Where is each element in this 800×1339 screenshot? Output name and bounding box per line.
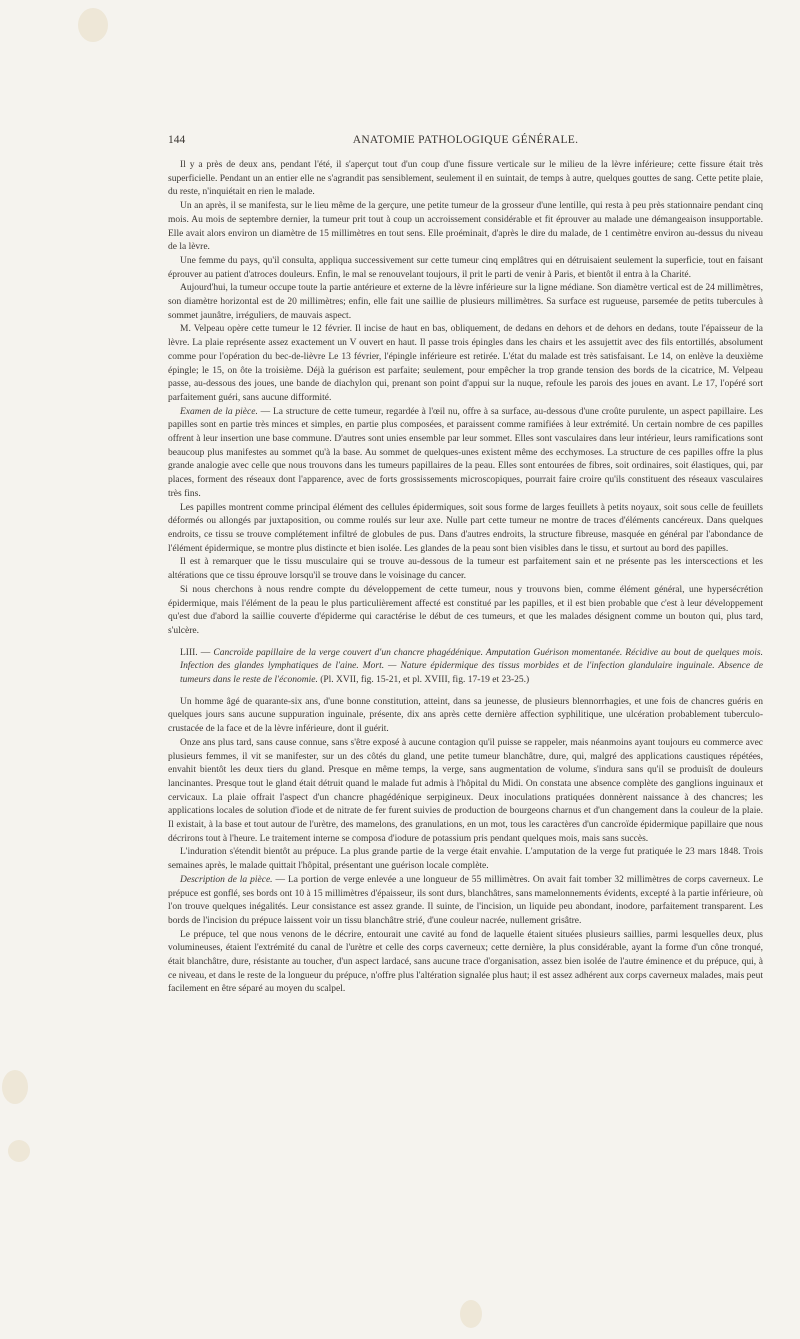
paragraph: Une femme du pays, qu'il consulta, appliqua successivement sur cette tumeur cinq emplâtres qui en détruisaient seulement la superficie, tout en faisant éprouver au patient d'atroces douleurs. Enfin, le mal se renouvelant toujours, il prit le parti de venir à Paris, et bientôt il entra à la Charité. bbox=[168, 255, 763, 280]
paragraph: Aujourd'hui, la tumeur occupe toute la partie antérieure et externe de la lèvre inférieure sur la ligne médiane. Son diamètre vertical est de 24 millimètres, son diamètre horizontal est de 20 millimètres; enfin, elle fait une saillie de plusieurs millimètres. Sa surface est rugueuse, parsemée de petits tubercules à sommet jaunâtre, irréguliers, de mauvais aspect. bbox=[168, 283, 763, 321]
paragraph: L'induration s'étendit bientôt au prépuce. La plus grande partie de la verge était envahie. L'amputation de la verge fut pratiquée le 23 mars 1848. Trois semaines après, le malade quittait l'hôpital, présentant une guérison locale complète. bbox=[168, 847, 763, 872]
paragraph-lead: Examen de la pièce. bbox=[180, 406, 258, 417]
paper-stain bbox=[8, 1140, 30, 1162]
page-header bbox=[168, 134, 763, 150]
book-page bbox=[168, 134, 763, 997]
body-text bbox=[168, 159, 763, 997]
paragraph: Description de la pièce. — La portion de verge enlevée a une longueur de 55 millimètres. On avait fait tomber 32 millimètres de corps caverneux. Le prépuce est gonflé, ses bords ont 10 à 15 millimètres d'épaisseur, ils sont durs, blanchâtres, sans mamelonnements évidents, excepté à la partie inférieure, où l'on trouve quelques inégalités. Leur consistance est assez grande. Il suinte, de l'incision, un liquide peu abondant, inodore, parfaitement transparent. Les bords de l'incision du prépuce laissent voir un tissu blanchâtre strié, d'une couleur nacrée, nullement grisâtre. bbox=[168, 874, 763, 926]
paragraph: Un homme âgé de quarante-six ans, d'une bonne constitution, atteint, dans sa jeunesse, de plusieurs blennorrhagies, et une fois de chancres guéris en quelques jours sans aucune suppuration inguinale, présente, dix ans après cette dernière affection syphilitique, une ulcération probablement tuberculo-crustacée de la face et de la lèvre inférieure, dont il guérit. bbox=[168, 696, 763, 735]
paragraph: Examen de la pièce. — La structure de cette tumeur, regardée à l'œil nu, offre à sa surface, au-dessous d'une croûte purulente, un aspect papillaire. Les papilles sont en partie très minces et simples, en partie plus composées, et paraissent comme ramifiées à leur extrémité. Un certain nombre de ces papilles offrent à leur insertion une base commune. D'autres sont unies ensemble par leur sommet. Elles sont vasculaires dans leur intérieur, leurs ramifications sont beaucoup plus manifestes au sommet qu'à la base. Au sommet de quelques-unes existent même des ecchymoses. La structure de ces papilles offre la plus grande analogie avec celle que nous trouvons dans les tumeurs papillaires de la peau. Elles sont entourées de fibres, soit ordinaires, soit élastiques, qui, par places, forment des réseaux dont l'apparence, avec de forts grossissements microscopiques, pourrait faire croire qu'ils constituent des réseaux vasculaires très fins. bbox=[168, 406, 763, 499]
paper-stain bbox=[78, 8, 108, 42]
paper-stain bbox=[2, 1070, 28, 1104]
case-title: Cancroïde papillaire de la verge couvert d'un chancre phagédénique. Amputation Guérison momentanée. Récidive au bout de quelques mois. Infection des glandes lymphatiques de l'aine. Mort. — Nature épidermique des tissus morbides et de l'infection glandulaire inguinale. Absence de tumeurs dans le reste de l'économie. bbox=[180, 647, 764, 686]
paper-stain bbox=[460, 1300, 482, 1328]
paragraph: Onze ans plus tard, sans cause connue, sans s'être exposé à aucune contagion qu'il puisse se rappeler, mais néanmoins ayant toujours eu commerce avec plusieurs femmes, il vit se manifester, sur un des côtés du gland, une petite tumeur blanchâtre, dure, qui, malgré des applications caustiques répétées, envahit bientôt les deux tiers du gland. Presque en même temps, la verge, sans augmentation de volume, s'indura sans qu'il se produisît de douleurs lancinantes. Presque tout le gland était détruit quand le malade fut admis à l'hôpital du Midi. On constata une absence complète des ganglions inguinaux et cervicaux. La plaie offrait l'aspect d'un chancre phagédénique serpigineux. Deux inoculations pratiquées donnèrent naissance à des chancres; les applications locales de solution d'iode et de nitrate de fer furent suivies de production de bourgeons charnus et d'un changement dans la couleur de la plaie. Il existait, à la base et tout autour de l'urètre, des mamelons, des granulations, en un mot, tous les caractères d'un cancroïde épidermique papillaire que nous décrirons tout à l'heure. Le traitement interne se composa d'iodure de potassium pris pendant quelques mois, mais sans succès. bbox=[168, 737, 763, 844]
paragraph: Le prépuce, tel que nous venons de le décrire, entourait une cavité au fond de laquelle étaient situées plusieurs saillies, parmi lesquelles deux, plus volumineuses, étaient l'extrémité du canal de l'urètre et celle des corps caverneux; cette dernière, la plus considérable, ayant la forme d'un cône tronqué, était blanchâtre, dure, résistante au toucher, d'un aspect lardacé, sans aucune trace d'organisation, assez bien isolée de l'autre éminence et du prépuce, qui, à ce niveau, et dans le reste de la longueur du prépuce, n'offre plus l'altération signalée plus haut; il est assez adhérent aux corps caverneux malades, mais peut facilement en être séparé au moyen du scalpel. bbox=[168, 929, 763, 995]
case-heading bbox=[168, 647, 763, 688]
paragraph: Il y a près de deux ans, pendant l'été, il s'aperçut tout d'un coup d'une fissure verticale sur le milieu de la lèvre inférieure; cette fissure était très superficielle. Pendant un an entier elle ne s'agrandit pas sensiblement, seulement il en suintait, de temps à autre, quelques gouttes de sang. Cette petite plaie, du reste, n'inquiétait en rien le malade. bbox=[168, 160, 763, 198]
paragraph: Il est à remarquer que le tissu musculaire qui se trouve au-dessous de la tumeur est parfaitement sain et ne présente pas les interscections et les altérations que ce tissu éprouve lorsqu'il se trouve dans le voisinage du cancer. bbox=[168, 557, 763, 582]
paragraph: Les papilles montrent comme principal élément des cellules épidermiques, soit sous forme de larges feuillets à petits noyaux, soit sous celle de feuillets déformés ou allongés par juxtaposition, ou comme roulés sur leur axe. Nulle part cette tumeur ne montre de traces d'éléments cancéreux. Dans quelques endroits, ce tissu se trouve complétement infiltré de globules de pus. Dans d'autres endroits, la structure fibreuse, masquée en général par l'abondance de l'élément épidermique, se montre plus distincte et bien isolée. Les glandes de la peau sont bien visibles dans le tissu, et surtout au bord des papilles. bbox=[168, 502, 763, 554]
case-number: LIII. — bbox=[180, 647, 214, 658]
paragraph: Si nous cherchons à nous rendre compte du développement de cette tumeur, nous y trouvons bien, comme élément général, une hypersécrétion épidermique, mais l'élément de la peau le plus particulièrement affecté est constitué par les papilles, et il est bien probable que c'est à leur développement qu'est due d'abord la saillie couverte d'épiderme qui caractérise le début de ces tumeurs, et que les malades désignent comme un bouton qui, plus tard, s'ulcère. bbox=[168, 584, 763, 636]
paragraph: Un an après, il se manifesta, sur le lieu même de la gerçure, une petite tumeur de la grosseur d'une lentille, qui resta à peu près stationnaire pendant cinq mois. Au mois de septembre dernier, la tumeur prit tout à coup un accroissement considérable et fit éprouver au malade une démangeaison insupportable. Elle avait alors environ un diamètre de 15 millimètres en tout sens. Elle proéminait, d'après le dire du malade, de 1 centimètre environ au-dessus du niveau de la lèvre. bbox=[168, 201, 763, 253]
case-plate-reference: (Pl. XVII, fig. 15-21, et pl. XVIII, fig. 17-19 et 23-25.) bbox=[317, 675, 530, 686]
running-title: ANATOMIE PATHOLOGIQUE GÉNÉRALE. bbox=[352, 134, 579, 146]
paragraph-lead: Description de la pièce. bbox=[180, 874, 273, 885]
paragraph: M. Velpeau opère cette tumeur le 12 février. Il incise de haut en bas, obliquement, de dedans en dehors et de dehors en dedans, toute l'épaisseur de la lèvre. La plaie représente assez exactement un V ouvert en haut. Il passe trois épingles dans les chairs et les assujettit avec des fils entortillés, absolument comme pour l'opération du bec-de-lièvre Le 13 février, l'épingle inférieure est retirée. L'état du malade est très satisfaisant. Le 14, on enlève la deuxième épingle; le 15, on ôte la troisième. Déjà la guérison est parfaite; seulement, pour empêcher la trop grande tension des bords de la cicatrice, M. Velpeau passe, au-dessous des joues, une bande de diachylon qui, prenant son point d'appui sur la nuque, refoule les parois des joues en avant. Le 17, l'opéré sort parfaitement guéri, sans aucune difformité. bbox=[168, 324, 763, 403]
page-number: 144 bbox=[168, 134, 186, 146]
